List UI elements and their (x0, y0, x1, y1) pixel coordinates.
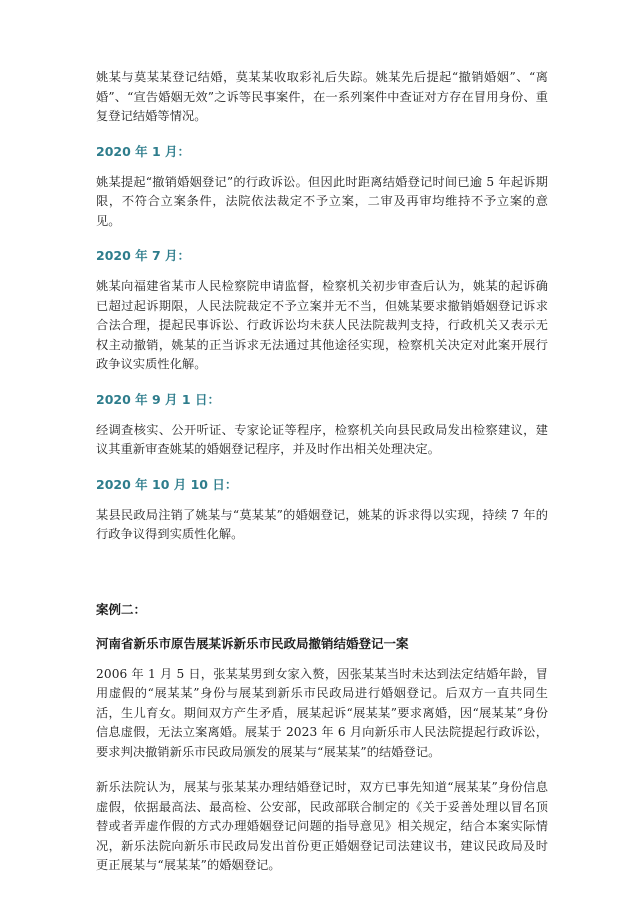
case-two-paragraph-2: 新乐法院认为，展某与张某某办理结婚登记时，双方已事先知道“展某某”身份信息虚假，依据最高法、最高检、公安部，民政部联合制定的《关于妥善处理以冒名顶替或者弄虚作假的方式办理婚姻登记问题的指导意见》相关规定，结合本案实际情况，新乐法院向新乐市民政局发出首份更正婚姻登记司法建议书，建议民政局及时更正展某与“展某某”的婚姻登记。 (96, 780, 548, 872)
case-two-label: 案例二： (96, 601, 147, 617)
event-date-jan-2020: 2020 年 1 月： (96, 143, 191, 159)
case-two-title: 河南省新乐市原告展某诉新乐市民政局撤销结婚登记一案 (96, 635, 409, 651)
case-one-intro: 姚某与莫某某登记结婚，莫某某收取彩礼后失踪。姚某先后提起“撤销婚姻”、“离婚”、“宣告婚姻无效”之诉等民事案件，在一系列案件中查证对方存在冒用身份、重复登记结婚等情况。 (96, 70, 548, 123)
event-text-jul-2020: 姚某向福建省某市人民检察院申请监督，检察机关初步审查后认为，姚某的起诉确已超过起诉期限，人民法院裁定不予立案并无不当，但姚某要求撤销婚姻登记诉求合法合理，提起民事诉讼、行政诉讼均未获人民法院裁判支持，行政机关又表示无权主动撤销，姚某的正当诉求无法通过其他途径实现，检察机关决定对此案开展行政争议实质性化解。 (96, 279, 548, 371)
event-text-sep-2020: 经调查核实、公开听证、专家论证等程序，检察机关向县民政局发出检察建议，建议其重新审查姚某的婚姻登记程序，并及时作出相关处理决定。 (96, 422, 548, 456)
event-text-jan-2020: 姚某提起“撤销婚姻登记”的行政诉讼。但因此时距离结婚登记时间已逾 5 年起诉期限，不符合立案条件，法院依法裁定不予立案，二审及再审均维持不予立案的意见。 (96, 174, 548, 228)
document-page (96, 68, 548, 876)
event-text-oct-2020: 某县民政局注销了姚某与“莫某某”的婚姻登记，姚某的诉求得以实现，持续 7 年的行政争议得到实质性化解。 (96, 507, 548, 541)
event-date-oct-2020: 2020 年 10 月 10 日： (96, 476, 238, 492)
event-date-jul-2020: 2020 年 7 月： (96, 248, 191, 263)
event-date-sep-2020: 2020 年 9 月 1 日： (96, 391, 220, 407)
case-two-paragraph-1: 2006 年 1 月 5 日，张某某男到女家入赘，因张某某当时未达到法定结婚年龄，冒用虚假的“展某某”身份与展某到新乐市民政局进行婚姻登记。后双方一直共同生活，生儿育女。期间双方产生矛盾，展某起诉“展某某”要求离婚，因“展某某”身份信息虚假，无法立案离婚。展某于 2023 年 6 月向新乐市人民法院提起行政诉讼，要求判决撤销新乐市民政局颁发的展某与“展某某”的结婚登记。 (96, 666, 548, 759)
